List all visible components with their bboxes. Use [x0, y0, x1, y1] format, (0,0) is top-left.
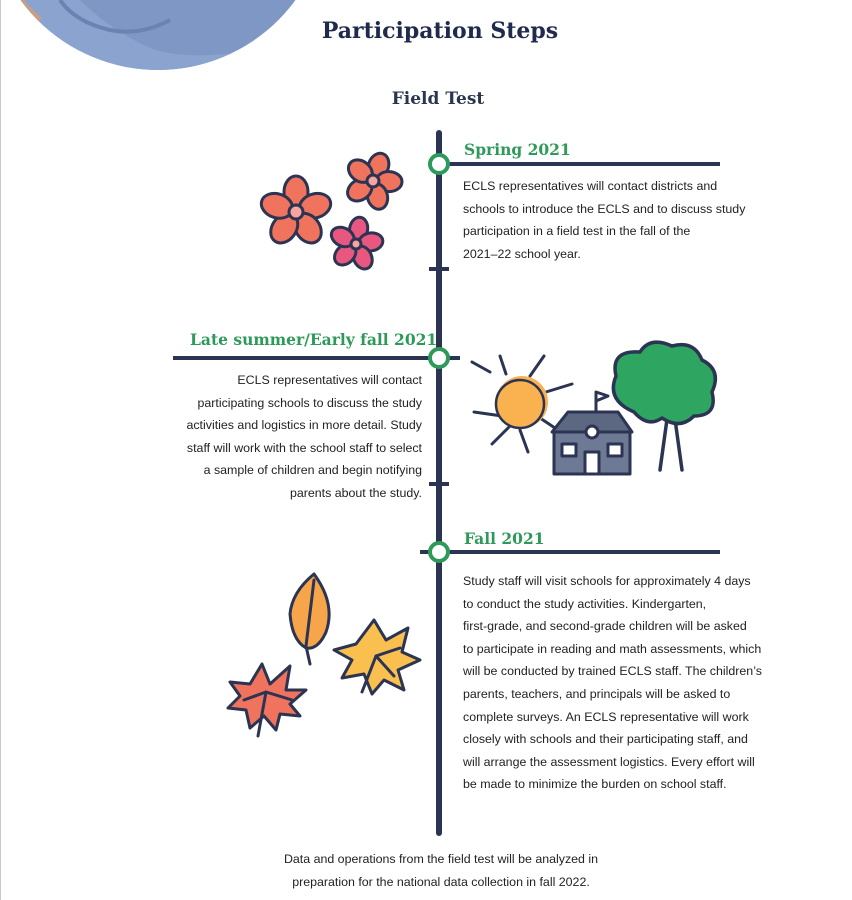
step-heading-fall: Fall 2021	[464, 529, 545, 548]
section-subtitle: Field Test	[391, 89, 485, 109]
step-body-spring: ECLS representatives will contact districts and schools to introduce the ECLS and to discuss study participation in a field test in the fall of the 2021–22 school year.	[463, 179, 746, 261]
step-heading-spring: Spring 2021	[464, 140, 571, 159]
timeline-node-late-summer	[430, 349, 448, 367]
timeline-node-fall	[430, 543, 448, 561]
footer-note: Data and operations from the field test will be analyzed in preparation for the national data collection in fall 2022.	[283, 852, 599, 889]
autumn-leaves-icon	[228, 574, 420, 736]
step-body-fall: Study staff will visit schools for approximately 4 days to conduct the study activities. Kindergarten, first-grade, and second-grade children will be asked to participate in reading and math assessments, which will be conducted by trained ECLS staff. The children’s parents, teachers, and principals will be asked to complete surveys. An ECLS representative will work closely with schools and their participating staff, and will arrange the assessment logistics. Every effort will be made to minimize the burden on school staff.	[463, 574, 762, 792]
flowers-icon	[258, 150, 402, 272]
step-body-late-summer: ECLS representatives will contact participating schools to discuss the study activities and logistics in more detail. Study staff will work with the school staff to select a sample of children and begin notifying parents about the study.	[186, 373, 422, 500]
page-title: Participation Steps	[321, 18, 559, 44]
step-heading-late-summer: Late summer/Early fall 2021	[190, 330, 438, 349]
timeline-node-spring	[430, 155, 448, 173]
